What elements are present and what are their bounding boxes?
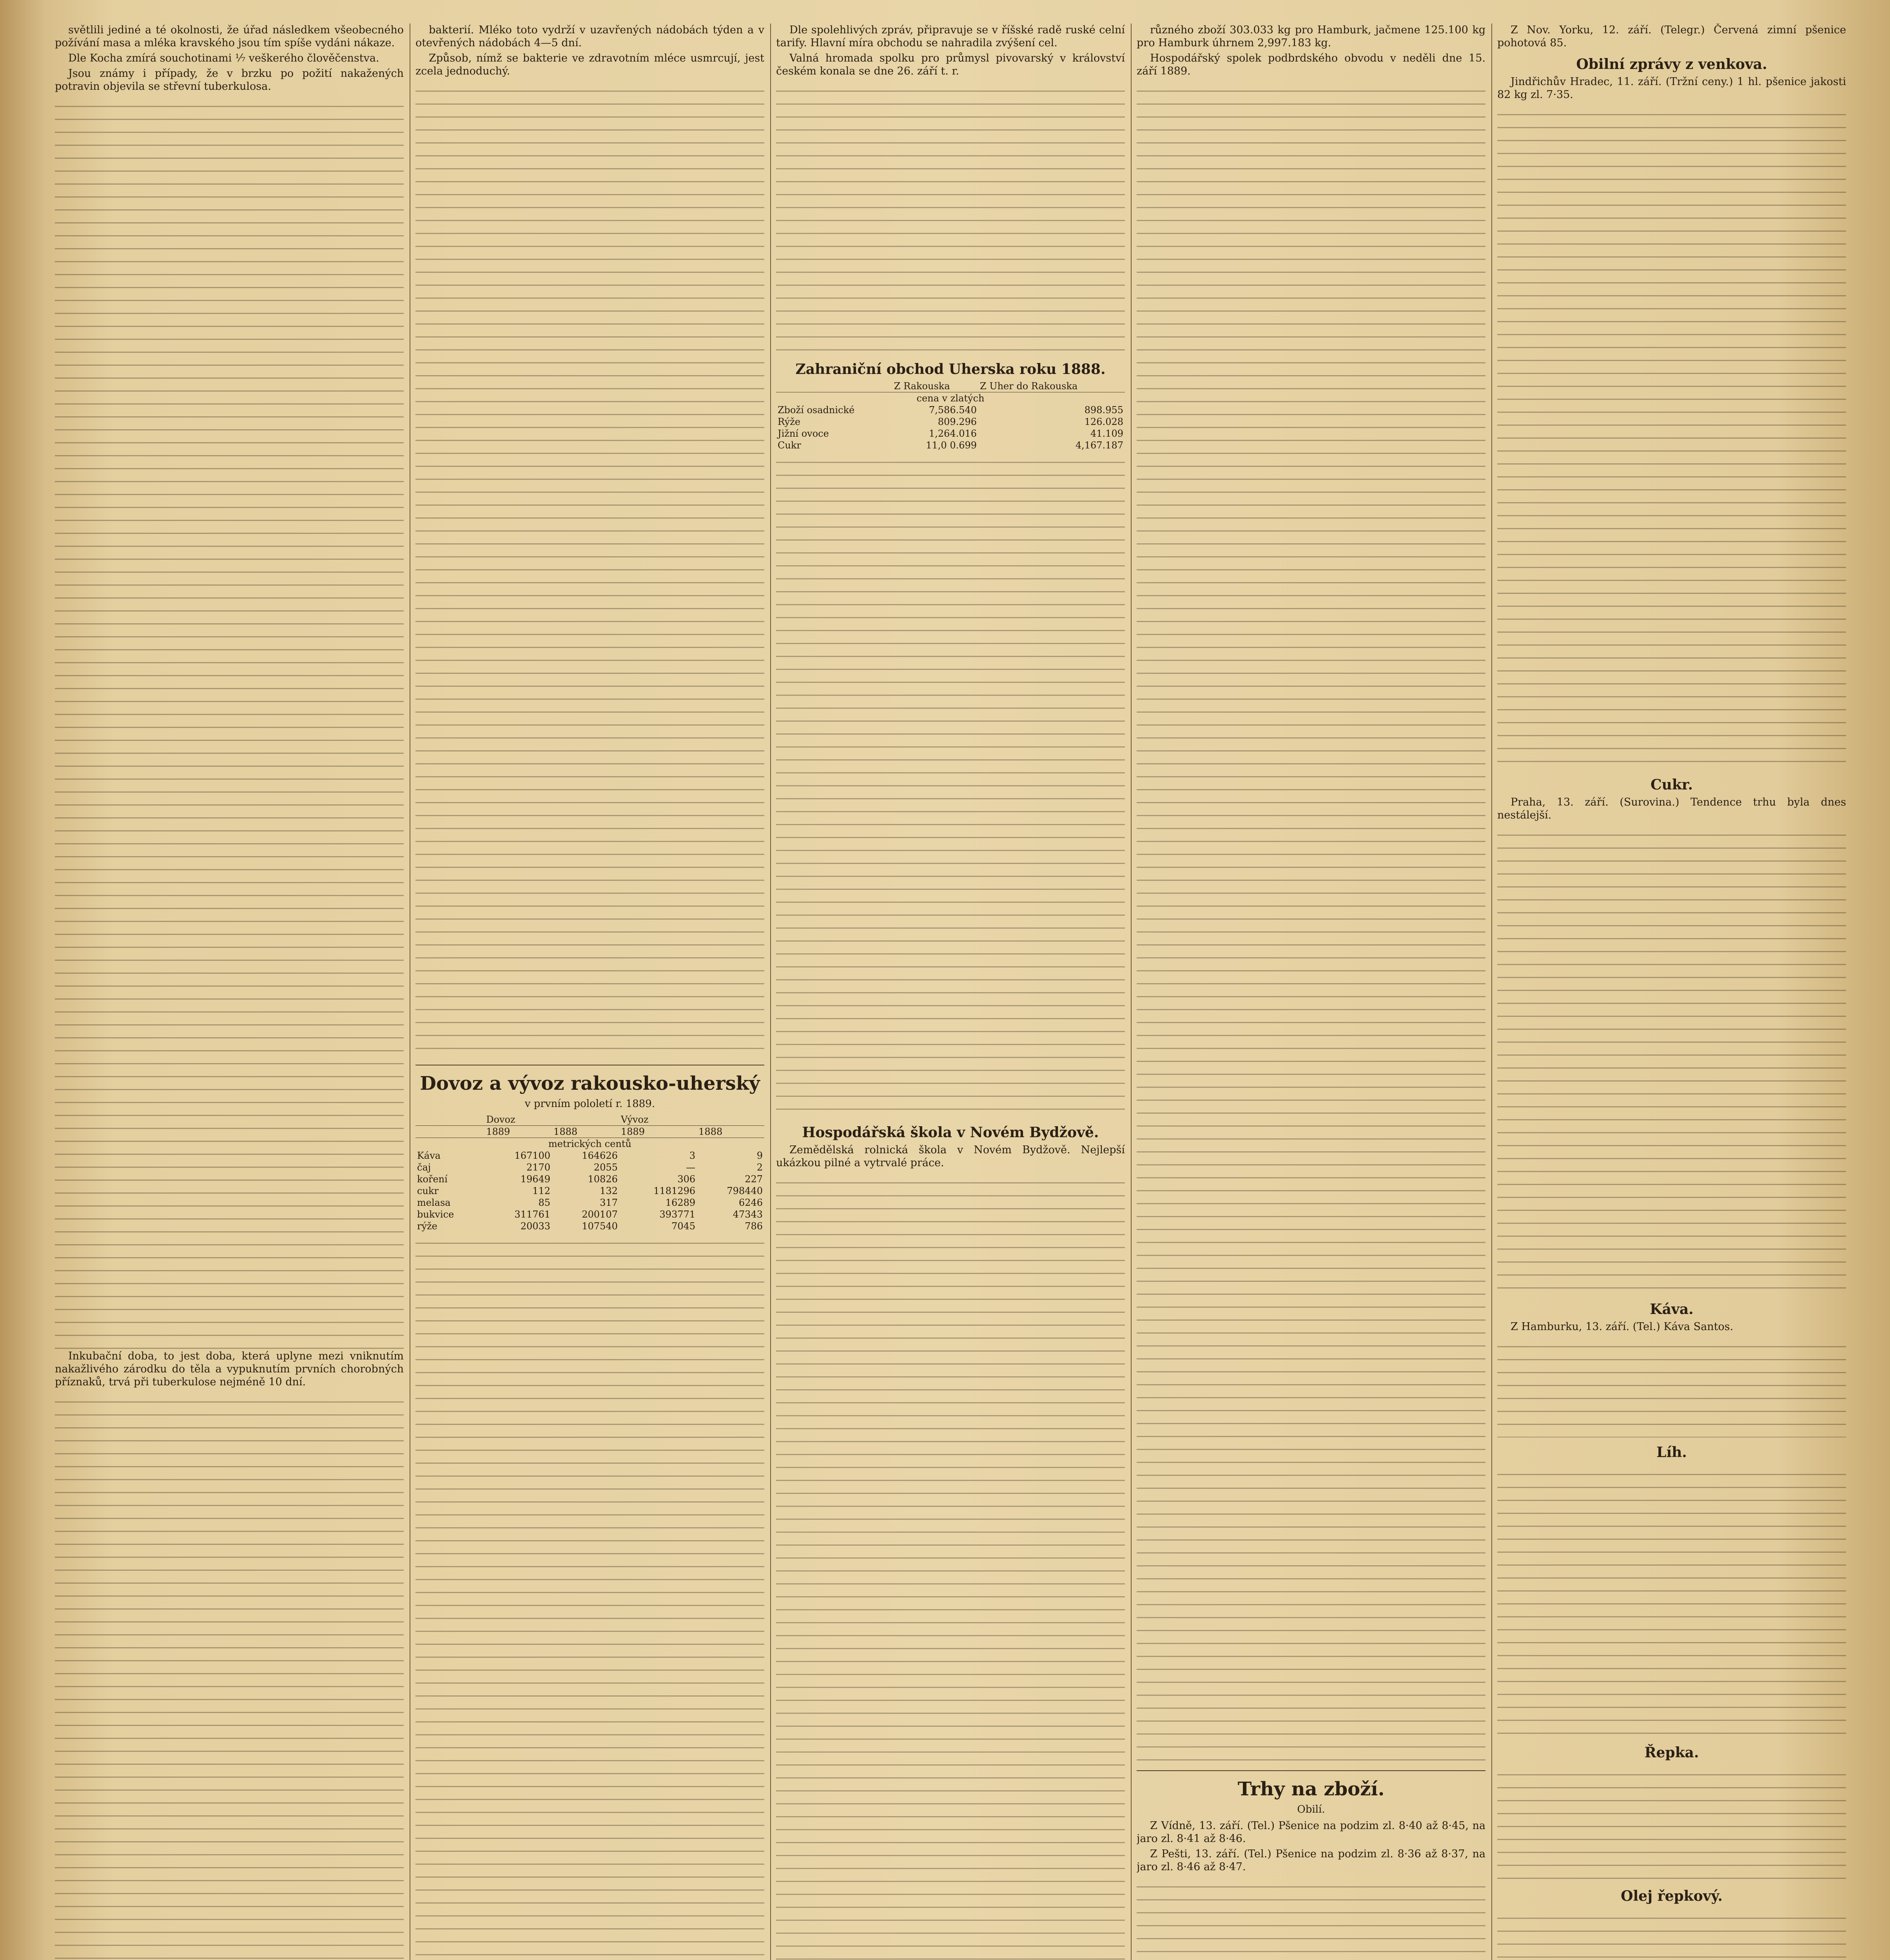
paragraph: světlili jediné a té okolnosti, že úřad následkem všeobecného požívání masa a mléka kravského jsou tím spíše vydáni nákaze. [55,24,404,49]
paragraph: Způsob, nímž se bakterie ve zdravotním mléce usmrcují, jest zcela jednoduchý. [415,52,764,77]
paragraph: Dle spolehlivých zpráv, připravuje se v říšské radě ruské celní tarify. Hlavní míra obchodu se nahradila zvýšení cel. [776,24,1125,49]
column-rule [770,24,771,1960]
table-row: bukvice 311761 200107 393771 47343 [417,1209,763,1220]
table-body [415,1232,764,1960]
table-subtitle: v prvním pololetí r. 1889. [524,1098,655,1110]
text-block [1137,1876,1486,1960]
column-header: 1888 [552,1126,619,1138]
column-header: 1888 [697,1126,764,1138]
column-5 [1497,24,1846,1960]
paragraph: Z Vídně, 13. září. (Tel.) Pšenice na podzim zl. 8·40 až 8·45, na jaro zl. 8·41 až 8·46. [1137,1820,1486,1845]
column-header: 1889 [484,1126,552,1138]
text-block [1497,1907,1846,1960]
unit-label: metrických centů [548,1138,632,1149]
section-heading: Trhy na zboží. [1237,1778,1385,1800]
text-block [776,80,1125,354]
paragraph: Praha, 13. září. (Surovina.) Tendence trhu byla dnes nestálejší. [1497,796,1846,821]
paragraph: Z Pešti, 13. září. (Tel.) Pšenice na podzim zl. 8·36 až 8·37, na jaro zl. 8·46 až 8·47. [1137,1848,1486,1873]
column-group: Vývoz [619,1114,764,1126]
paragraph: Z Nov. Yorku, 12. září. (Telegr.) Červená zimní pšenice pohotová 85. [1497,24,1846,49]
section-heading: Káva. [1650,1301,1694,1318]
divider [1137,1770,1486,1771]
text-block [55,95,404,1350]
column-1 [55,24,404,1960]
paragraph: Dle Kocha zmírá souchotinami ⅐ veškerého člověčenstva. [68,52,379,64]
table-row: Cukr 11,0 0.699 4,167.187 [778,440,1123,451]
table-row: Jižní ovoce 1,264.016 41.109 [778,428,1123,439]
text-block [1497,1336,1846,1437]
column-rule [1131,24,1132,1960]
section-heading: Líh. [1656,1444,1687,1461]
table-row: rýže 20033 107540 7045 786 [417,1221,763,1232]
section-heading: Řepka. [1644,1744,1699,1761]
trade-table [415,1114,764,1232]
text-block [1497,103,1846,770]
paragraph: Hospodářský spolek podbrdského obvodu v neděli dne 15. září 1889. [1137,52,1486,77]
table-title: Dovoz a vývoz rakousko-uherský [420,1073,760,1094]
paragraph: bakterií. Mléko toto vydrží v uzavřených nádobách týden a v otevřených nádobách 4—5 dní. [415,24,764,49]
paragraph: Valná hromada spolku pro průmysl pivovarský v království českém konala se dne 26. září t. r. [776,52,1125,77]
column-rule [1491,24,1492,1960]
column-header [415,1126,484,1138]
text-block [1497,1463,1846,1738]
section-heading: Zahraniční obchod Uherska roku 1888. [795,361,1106,377]
text-block [1497,824,1846,1294]
text-block [1137,80,1486,1766]
table-row: cukr 112 132 1181296 798440 [417,1185,763,1196]
table-row: koření 19649 10826 306 227 [417,1174,763,1185]
table-row: melasa 85 317 16289 6246 [417,1197,763,1208]
column-header: 1889 [619,1126,697,1138]
section-heading: Obilní zprávy z venkova. [1576,56,1767,73]
paragraph: různého zboží 303.033 kg pro Hamburk, jačmene 125.100 kg pro Hamburk úhrnem 2,997.183 kg. [1137,24,1486,49]
text-block [415,80,764,1060]
section-heading: Olej řepkový. [1621,1888,1723,1904]
text-block [1497,1764,1846,1881]
subsection-heading: Obilí. [1297,1804,1325,1815]
text-block [55,1391,404,1960]
column-3 [776,24,1125,1960]
paragraph: Inkubační doba, to jest doba, která uplyne mezi vniknutím nakažlivého zárodku do těla a vypuknutím prvních chorobných příznaků, trvá při tuberkulose nejméně 10 dní. [55,1350,404,1388]
unit-label: cena v zlatých [916,393,985,404]
column-group: Dovoz [484,1114,619,1126]
column-2 [415,24,764,1960]
paragraph: Z Hamburku, 13. září. (Tel.) Káva Santos. [1511,1321,1734,1333]
table-body [776,451,1125,1118]
table-row: Zboží osadnické 7,586.540 898.955 [778,405,1123,416]
section-heading: Hospodářská škola v Novém Bydžově. [802,1124,1099,1141]
paragraph: Zemědělská rolnická škola v Novém Bydžově. Nejlepší ukázkou pilné a vytrvalé práce. [776,1144,1125,1169]
table-row: Káva 167100 164626 3 9 [417,1150,763,1161]
table-row: Rýže 809.296 126.028 [778,416,1123,427]
table-row: čaj 2170 2055 — 2 [417,1162,763,1173]
column-4 [1137,24,1486,1960]
trade-table: Z Rakouska Z Uher do Rakouska cena v zlatých Zboží osadnické 7,586.540 898.955 Rýže 809.296 126.028 Jižní ovoce 1,264.016 41.109 Cukr 11,0 0.699 4,167.187 [776,380,1125,451]
page-edge [0,0,47,1960]
section-heading: Cukr. [1651,777,1693,793]
paragraph: Jindřichův Hradec, 11. září. (Tržní ceny.) 1 hl. pšenice jakosti 82 kg zl. 7·35. [1497,76,1846,101]
text-block [776,1172,1125,1960]
paragraph: Jsou známy i případy, že v brzku po požití nakažených potravin objevila se střevní tuberkulosa. [55,67,404,93]
